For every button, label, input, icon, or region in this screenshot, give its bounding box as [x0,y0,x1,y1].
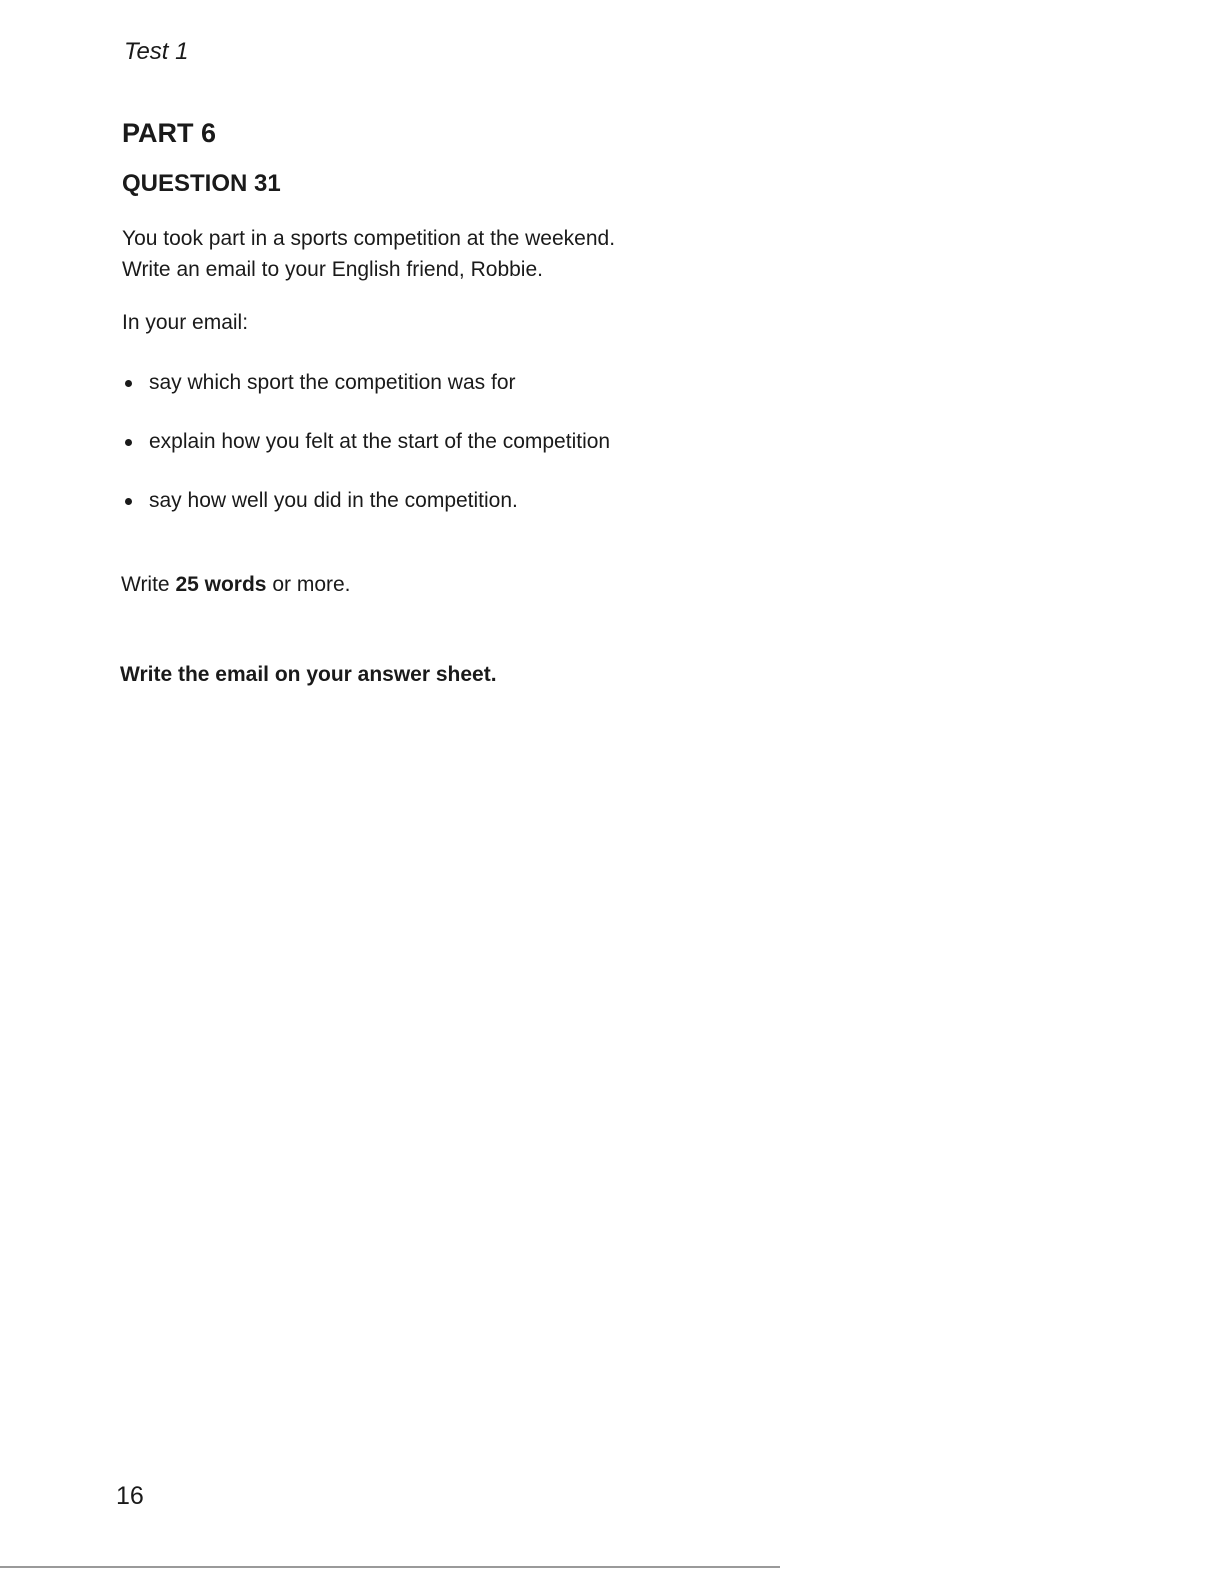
bullet-icon [125,439,132,446]
scan-edge-line [0,1566,780,1568]
intro-line-2: Write an email to your English friend, Robbie. [122,258,543,281]
part-title: PART 6 [122,118,217,148]
content-point-text: explain how you felt at the start of the competition [149,430,611,453]
word-count-prefix: Write [121,573,176,596]
word-count-suffix: or more. [266,573,351,596]
intro-line-1: You took part in a sports competition at the weekend. [122,227,616,250]
word-count-instruction [121,573,351,597]
task-intro [122,223,615,285]
bullet-icon [125,380,132,387]
email-prompt-lead: In your email: [122,311,249,334]
page-number: 16 [116,1482,144,1510]
running-title: Test 1 [124,38,189,65]
content-point-text: say how well you did in the competition. [149,489,518,512]
word-count-emphasis: 25 words [175,573,267,596]
content-point-text: say which sport the competition was for [149,371,516,394]
bullet-icon [125,498,132,505]
content-point [122,368,610,427]
content-points-list [122,368,610,545]
content-point [122,427,610,486]
question-title: QUESTION 31 [122,170,281,197]
content-point [122,486,610,545]
answer-sheet-instruction: Write the email on your answer sheet. [120,663,497,686]
